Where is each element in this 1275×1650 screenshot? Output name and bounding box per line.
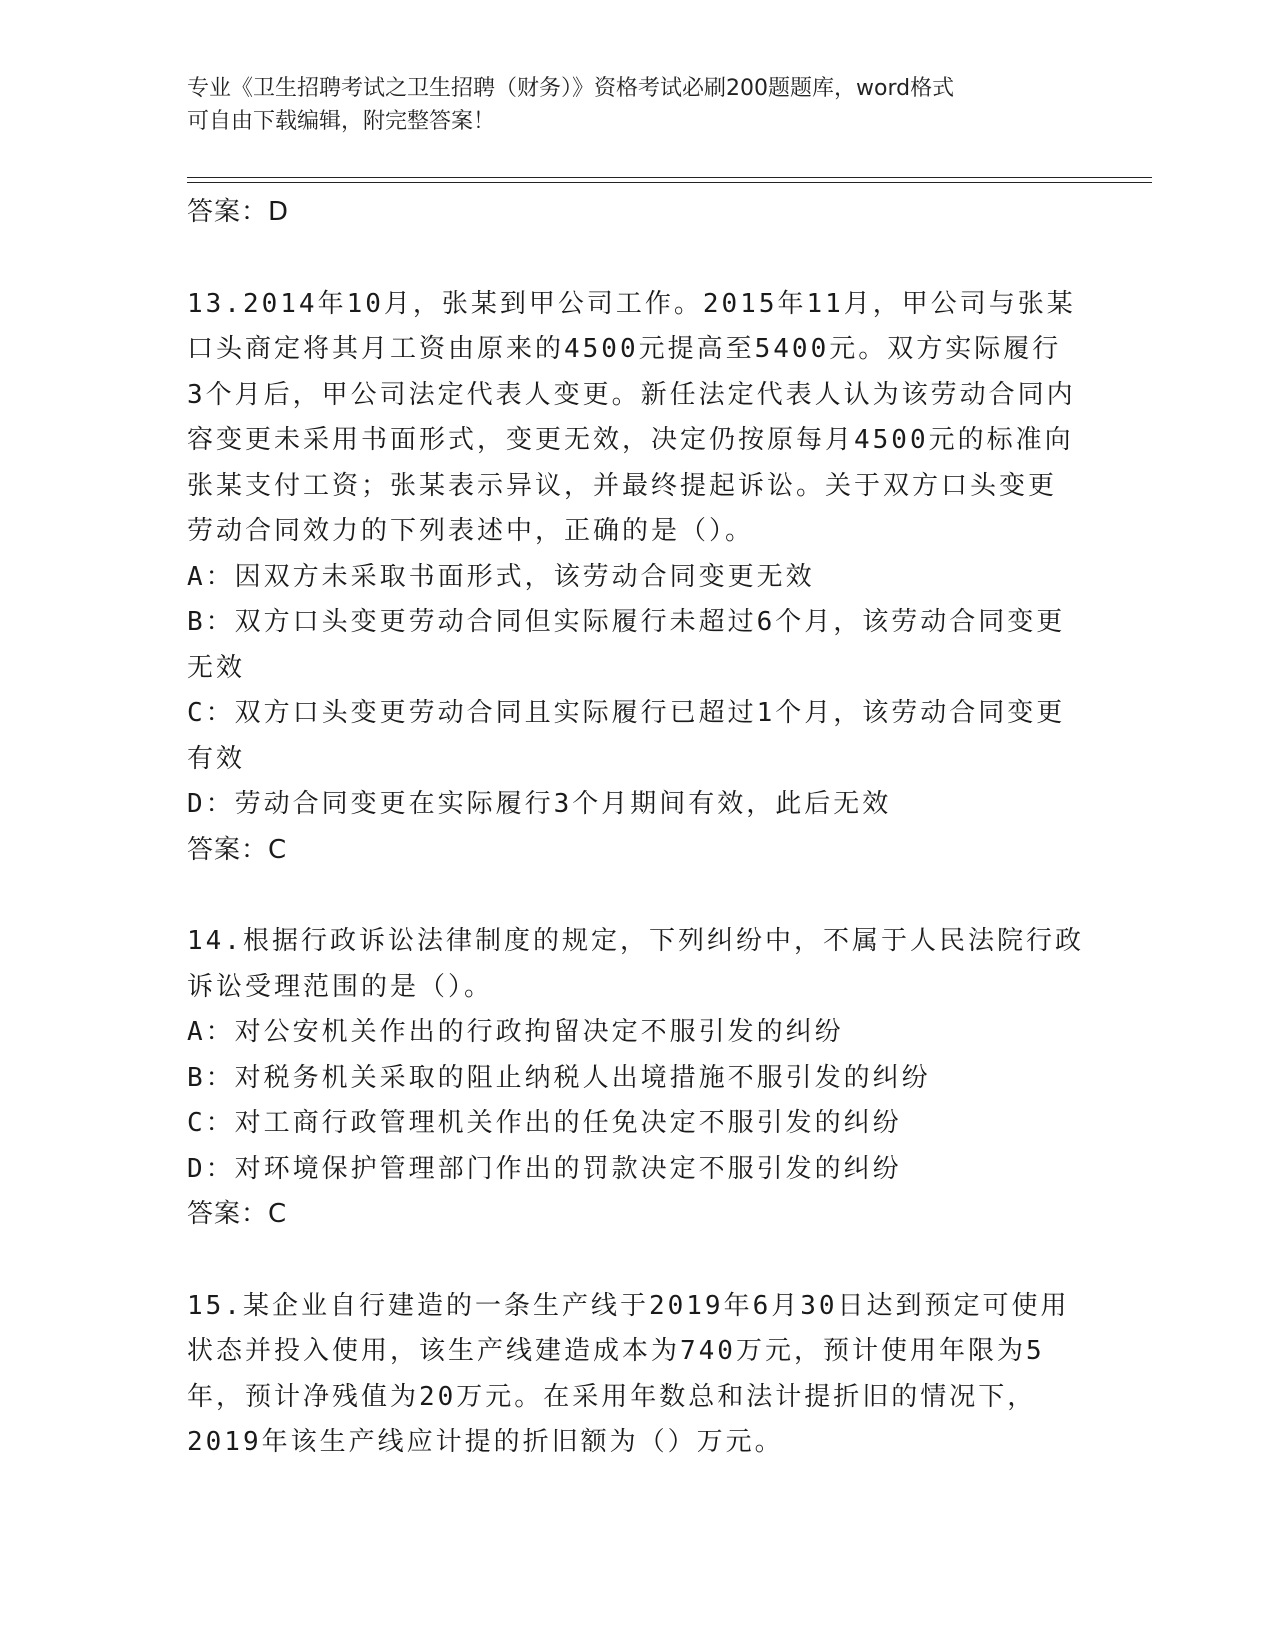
question-14-option-b: B：对税务机关采取的阻止纳税人出境措施不服引发的纠纷 <box>187 1062 931 1093</box>
question-15 <box>187 1284 1087 1466</box>
question-13-line-2: 口头商定将其月工资由原来的4500元提高至5400元。双方实际履行 <box>187 334 1062 364</box>
header-divider-top <box>187 177 1152 178</box>
question-13-line-1: 13.2014年10月，张某到甲公司工作。2015年11月，甲公司与张某 <box>187 288 1076 319</box>
question-14-option-a: A：对公安机关作出的行政拘留决定不服引发的纠纷 <box>187 1017 844 1047</box>
spacer <box>187 236 1087 282</box>
header-line-1: 专业《卫生招聘考试之卫生招聘（财务）》资格考试必刷200题题库，word格式 <box>187 76 955 101</box>
question-13 <box>187 282 1087 874</box>
question-13-option-b-cont: 无效 <box>187 652 246 683</box>
question-13-line-4: 容变更未采用书面形式，变更无效，决定仍按原每月4500元的标准向 <box>187 425 1074 455</box>
question-13-option-c-cont: 有效 <box>187 743 246 774</box>
question-13-option-d: D：劳动合同变更在实际履行3个月期间有效，此后无效 <box>187 789 892 819</box>
question-13-answer: 答案：C <box>187 834 288 865</box>
question-14-line-1: 14.根据行政诉讼法律制度的规定，下列纠纷中，不属于人民法院行政 <box>187 926 1084 956</box>
question-14-line-2: 诉讼受理范围的是（）。 <box>187 971 494 1002</box>
spacer <box>187 873 1087 919</box>
document-header <box>187 72 1087 138</box>
question-15-line-2: 状态并投入使用，该生产线建造成本为740万元，预计使用年限为5 <box>187 1336 1045 1366</box>
question-14-option-d: D：对环境保护管理部门作出的罚款决定不服引发的纠纷 <box>187 1153 902 1184</box>
document-body <box>187 190 1087 1466</box>
question-15-line-4: 2019年该生产线应计提的折旧额为（）万元。 <box>187 1427 784 1457</box>
header-divider-bottom <box>187 182 1152 183</box>
question-13-option-c: C：双方口头变更劳动合同且实际履行已超过1个月，该劳动合同变更 <box>187 698 1066 728</box>
question-15-line-3: 年，预计净残值为20万元。在采用年数总和法计提折旧的情况下， <box>187 1381 1037 1412</box>
question-14-option-c: C：对工商行政管理机关作出的任免决定不服引发的纠纷 <box>187 1108 902 1138</box>
previous-answer: 答案：D <box>187 197 290 227</box>
question-13-line-5: 张某支付工资；张某表示异议，并最终提起诉讼。关于双方口头变更 <box>187 470 1058 501</box>
question-14-answer: 答案：C <box>187 1199 288 1229</box>
spacer <box>187 1238 1087 1284</box>
question-13-option-a: A：因双方未采取书面形式，该劳动合同变更无效 <box>187 561 815 592</box>
question-15-line-1: 15.某企业自行建造的一条生产线于2019年6月30日达到预定可使用 <box>187 1290 1070 1321</box>
question-13-option-b: B：双方口头变更劳动合同但实际履行未超过6个月，该劳动合同变更 <box>187 607 1066 637</box>
question-14 <box>187 919 1087 1238</box>
header-line-2: 可自由下载编辑，附完整答案！ <box>187 109 496 134</box>
question-13-line-3: 3个月后，甲公司法定代表人变更。新任法定代表人认为该劳动合同内 <box>187 379 1076 410</box>
question-13-line-6: 劳动合同效力的下列表述中，正确的是（）。 <box>187 516 755 546</box>
